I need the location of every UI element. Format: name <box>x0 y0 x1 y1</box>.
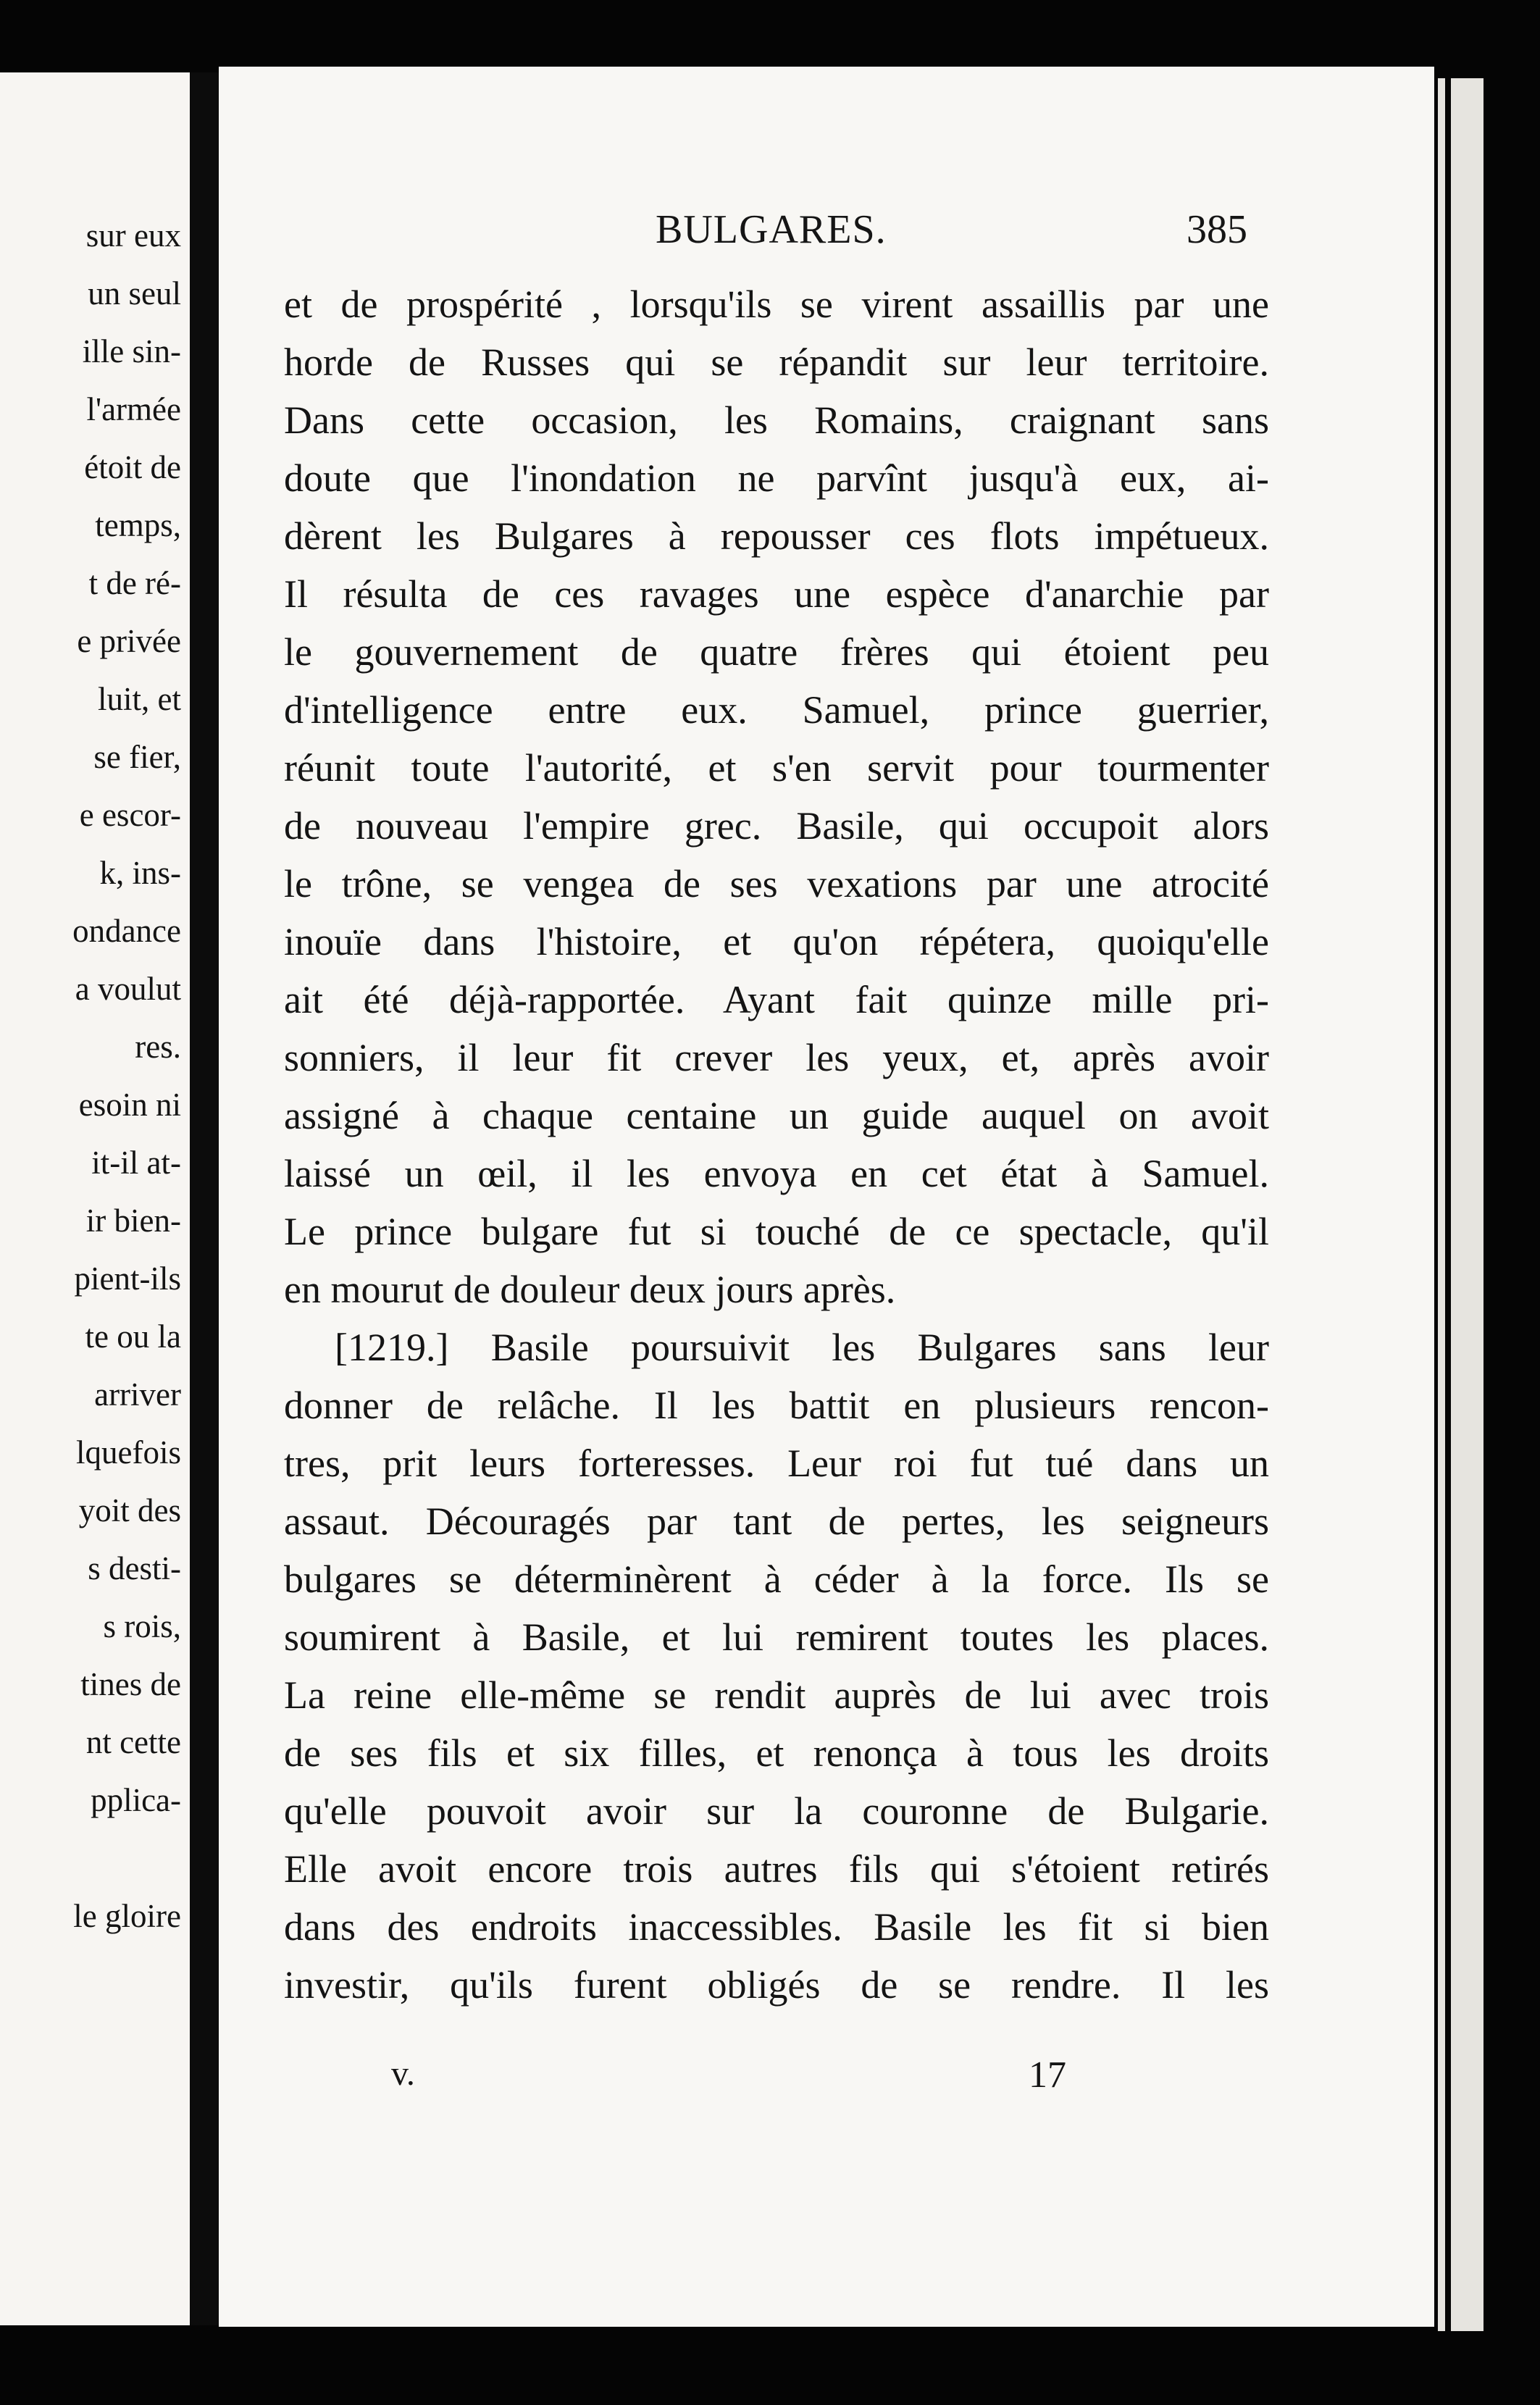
text-line: Il résulta de ces ravages une espèce d'anarchie par <box>284 572 1269 616</box>
page-edge <box>1451 78 1483 2331</box>
text-line: La reine elle-même se rendit auprès de lui avec trois <box>284 1673 1269 1717</box>
left-page-line: a voulut <box>75 971 181 1007</box>
book-gutter <box>190 72 219 2325</box>
left-page-line: temps, <box>95 507 181 543</box>
text-line: doute que l'inondation ne parvînt jusqu'à eux, ai- <box>284 456 1269 500</box>
text-line: [1219.] Basile poursuivit les Bulgares sans leur <box>335 1326 1269 1369</box>
text-line: inouïe dans l'histoire, et qu'on répétera, quoiqu'elle <box>284 920 1269 963</box>
left-page-line: res. <box>135 1029 181 1065</box>
text-line: investir, qu'ils furent obligés de se rendre. Il les <box>284 1963 1269 2007</box>
left-page-line: esoin ni <box>78 1087 181 1123</box>
text-line: de ses fils et six filles, et renonça à tous les droits <box>284 1731 1269 1775</box>
page-edge <box>1438 78 1445 2331</box>
left-page-line: pplica- <box>91 1782 181 1818</box>
text-line: dans des endroits inaccessibles. Basile les fit si bien <box>284 1905 1269 1949</box>
text-line: qu'elle pouvoit avoir sur la couronne de Bulgarie. <box>284 1789 1269 1833</box>
left-page-line: e privée <box>77 623 181 659</box>
signature-mark: v. <box>391 2054 415 2093</box>
text-line: assigné à chaque centaine un guide auquel on avoit <box>284 1094 1269 1137</box>
text-line: soumirent à Basile, et lui remirent toutes les places. <box>284 1615 1269 1659</box>
left-page-line: s desti- <box>88 1550 181 1586</box>
running-head: BULGARES. <box>656 207 887 252</box>
text-line: ait été déjà-rapportée. Ayant fait quinze mille pri- <box>284 978 1269 1021</box>
left-page-line: nt cette <box>85 1724 181 1760</box>
text-line: donner de relâche. Il les battit en plusieurs rencon- <box>284 1384 1269 1427</box>
left-page-line: ille sin- <box>82 333 181 369</box>
text-line: Elle avoit encore trois autres fils qui s'étoient retirés <box>284 1847 1269 1891</box>
left-page-fragment <box>0 72 190 2325</box>
left-page-line: l'armée <box>86 391 181 427</box>
left-page-line: it-il at- <box>91 1145 181 1181</box>
text-line: le gouvernement de quatre frères qui étoient peu <box>284 630 1269 674</box>
left-page-line: lquefois <box>76 1434 181 1471</box>
text-line: d'intelligence entre eux. Samuel, prince guerrier, <box>284 688 1269 732</box>
left-page-line: e escor- <box>79 797 181 833</box>
sheet-number: 17 <box>1029 2054 1066 2096</box>
left-page-line: yoit des <box>78 1492 181 1528</box>
text-line: laissé un œil, il les envoya en cet état à Samuel. <box>284 1152 1269 1195</box>
left-page-line: le gloire <box>73 1898 181 1934</box>
left-page-line: k, ins- <box>99 855 181 891</box>
left-page-line: ondance <box>72 913 181 949</box>
text-line: horde de Russes qui se répandit sur leur territoire. <box>284 340 1269 384</box>
text-line: le trône, se vengea de ses vexations par une atrocité <box>284 862 1269 905</box>
page-number: 385 <box>1187 207 1247 252</box>
text-line: sonniers, il leur fit crever les yeux, et, après avoir <box>284 1036 1269 1079</box>
left-page-line: un seul <box>88 275 181 311</box>
left-page-line: étoit de <box>84 449 181 485</box>
text-line: tres, prit leurs forteresses. Leur roi fut tué dans un <box>284 1442 1269 1485</box>
text-line: et de prospérité , lorsqu'ils se virent assaillis par une <box>284 283 1269 326</box>
text-line: assaut. Découragés par tant de pertes, les seigneurs <box>284 1500 1269 1543</box>
text-line: en mourut de douleur deux jours après. <box>284 1268 896 1311</box>
left-page-line: te ou la <box>85 1318 181 1355</box>
text-line: bulgares se déterminèrent à céder à la force. Ils se <box>284 1557 1269 1601</box>
text-line: Le prince bulgare fut si touché de ce spectacle, qu'il <box>284 1210 1269 1253</box>
text-line: dèrent les Bulgares à repousser ces flots impétueux. <box>284 514 1269 558</box>
left-page-line: se fier, <box>93 739 181 775</box>
left-page-line: t de ré- <box>88 565 181 601</box>
text-line: Dans cette occasion, les Romains, craignant sans <box>284 398 1269 442</box>
left-page-line: arriver <box>94 1376 181 1413</box>
text-line: de nouveau l'empire grec. Basile, qui occupoit alors <box>284 804 1269 848</box>
left-page-line: s rois, <box>103 1608 181 1644</box>
left-page-line: pient-ils <box>74 1260 181 1297</box>
left-page-line: ir bien- <box>85 1202 181 1239</box>
left-page-line: sur eux <box>85 217 181 254</box>
left-page-line: tines de <box>80 1666 181 1702</box>
text-line: réunit toute l'autorité, et s'en servit pour tourmenter <box>284 746 1269 790</box>
left-page-line: luit, et <box>98 681 181 717</box>
